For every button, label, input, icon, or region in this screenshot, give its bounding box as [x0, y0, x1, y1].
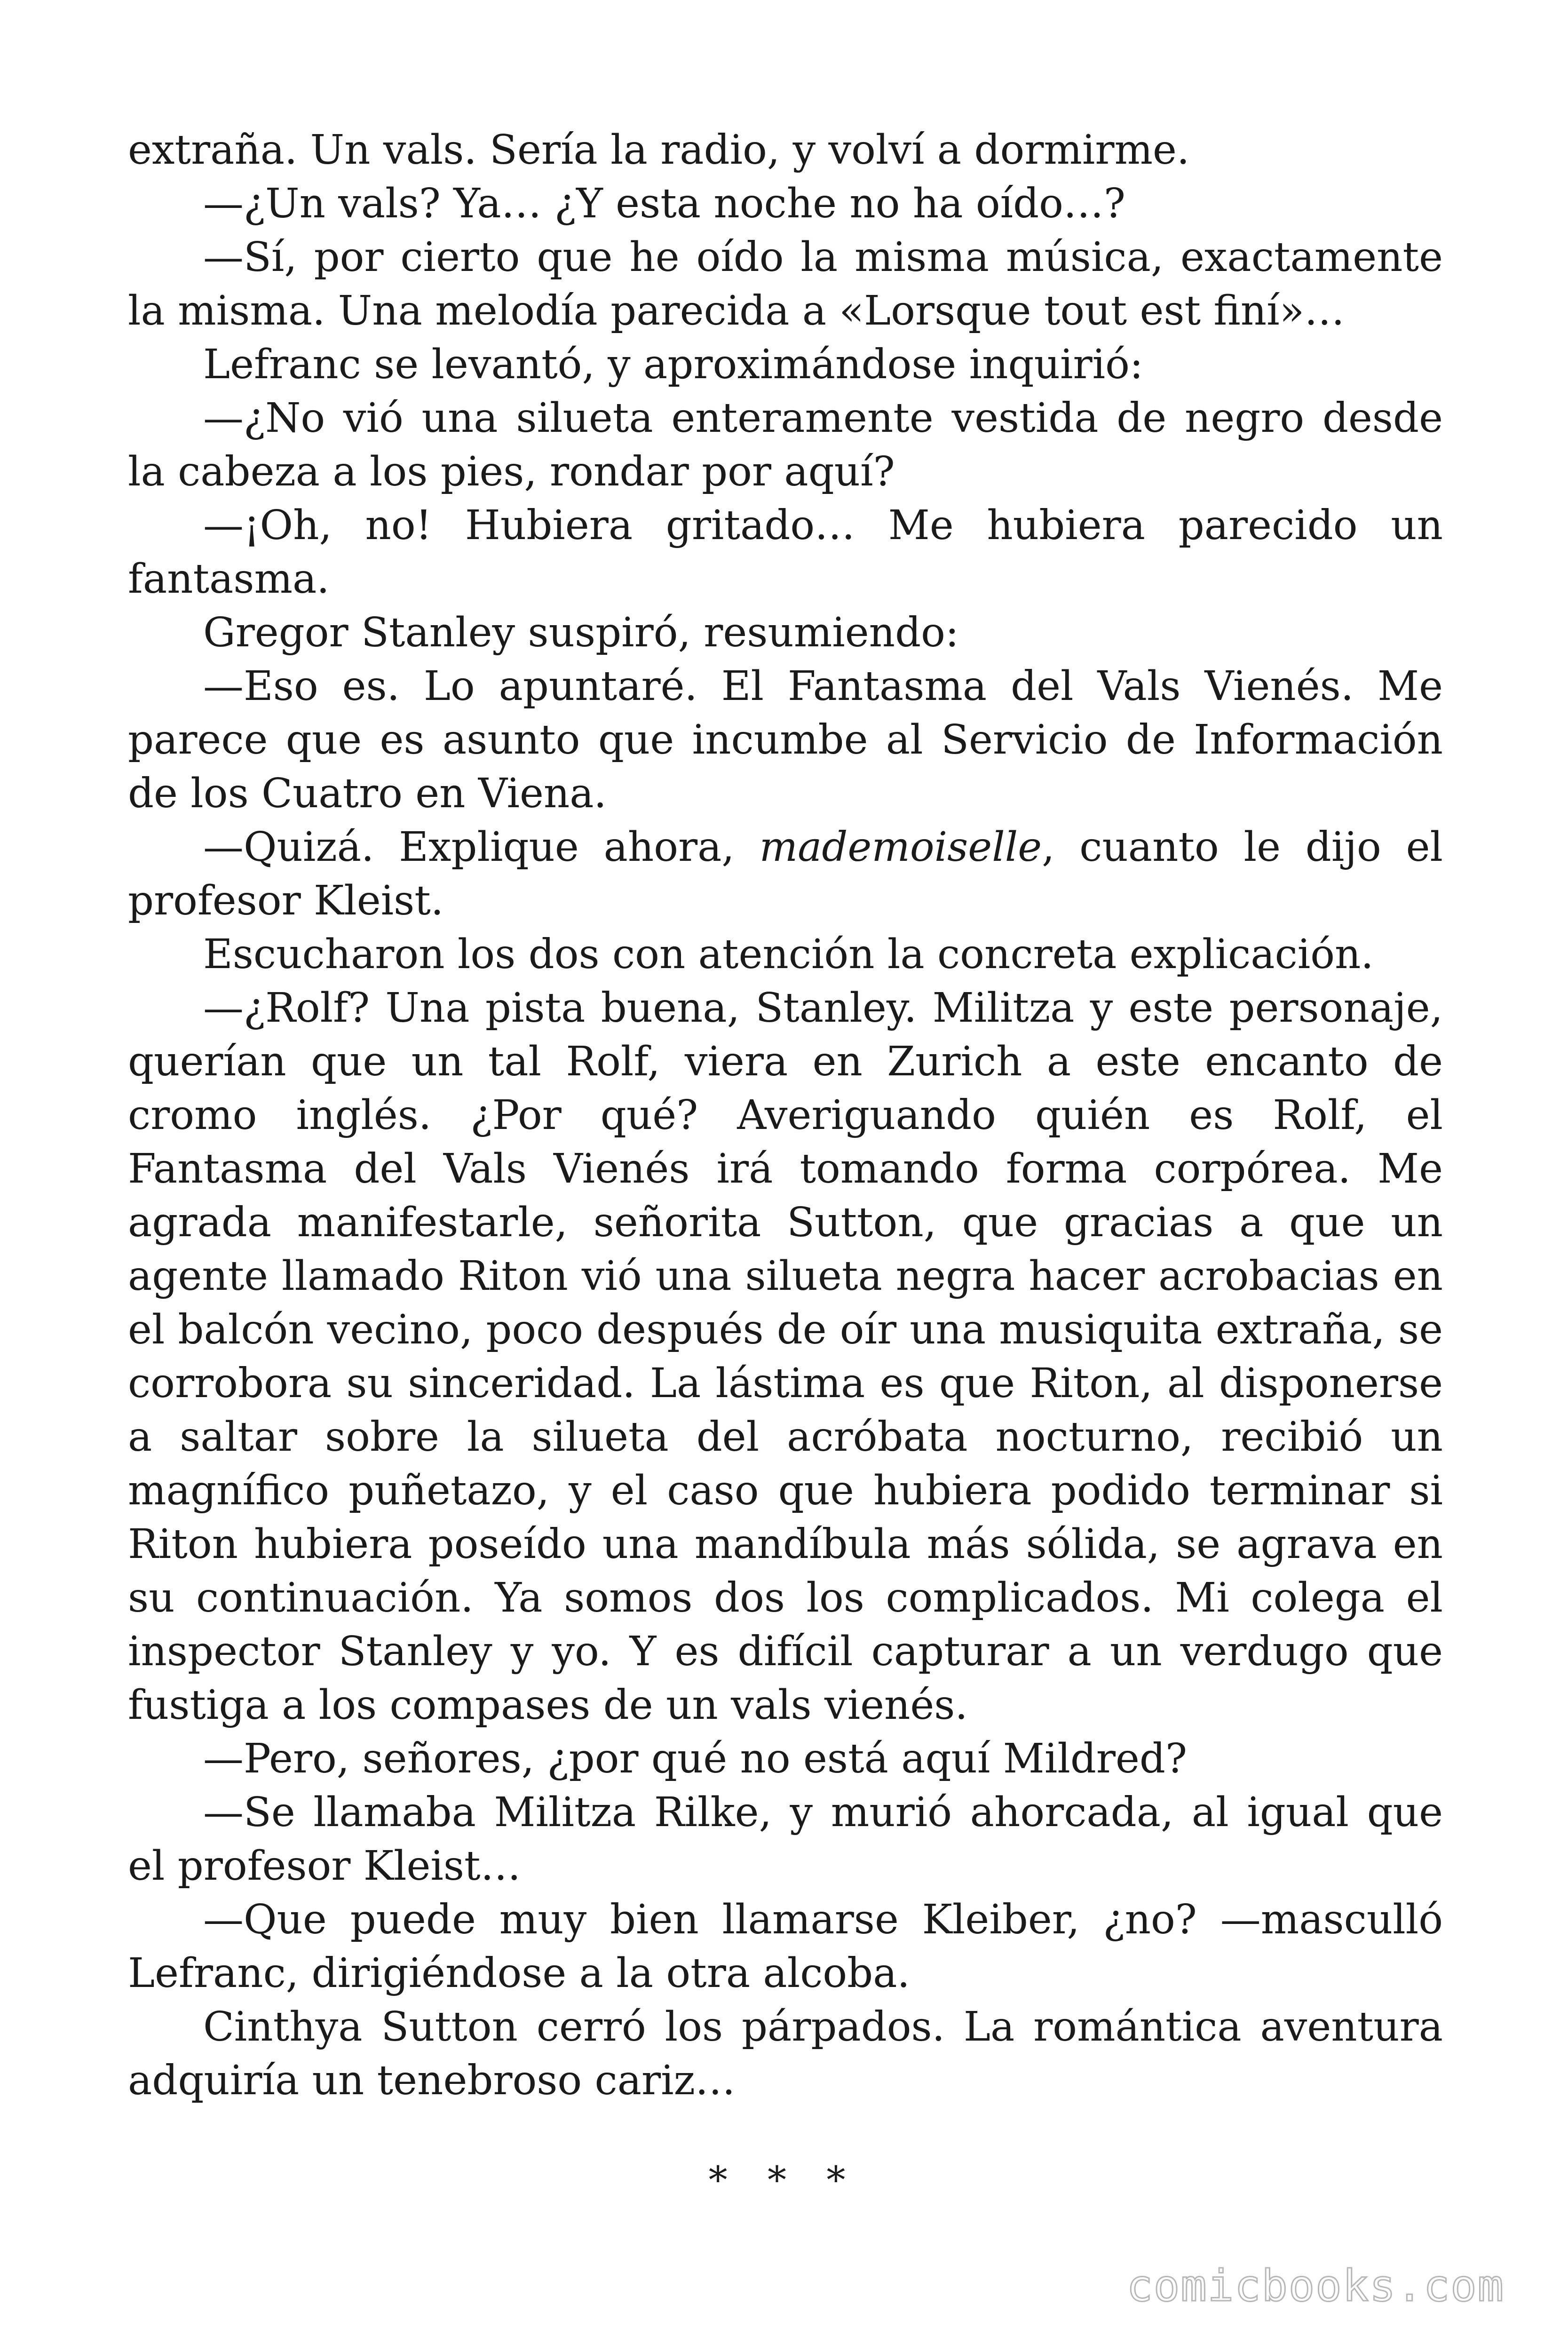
paragraph [128, 820, 1443, 928]
italic-text: mademoiselle [759, 824, 1042, 871]
paragraph [128, 2000, 1443, 2107]
paragraph [128, 123, 1443, 177]
paragraph [128, 499, 1443, 606]
paragraph-text: —Quizá. Explique ahora, [203, 824, 760, 871]
paragraph-text: —Que puede muy bien llamarse Kleiber, ¿no? —masculló Lefranc, dirigiéndose a la otra alcoba. [128, 1896, 1443, 1997]
paragraph [128, 606, 1443, 660]
paragraph-text: —¿No vió una silueta enteramente vestida de negro desde la cabeza a los pies, rondar por aquí? [128, 395, 1443, 495]
paragraph [128, 981, 1443, 1732]
paragraph [128, 338, 1443, 391]
section-separator: * * * [708, 2158, 860, 2202]
paragraph-text: —Pero, señores, ¿por qué no está aquí Mildred? [203, 1735, 1188, 1782]
paragraph [128, 1786, 1443, 1893]
watermark-logo: comicbooks.com [1126, 2261, 1505, 2311]
paragraph-text: —¡Oh, no! Hubiera gritado… Me hubiera parecido un fantasma. [128, 502, 1443, 603]
paragraph-text: extraña. Un vals. Sería la radio, y volví a dormirme. [128, 127, 1190, 174]
paragraph [128, 177, 1443, 230]
paragraph-text: , cuanto le dijo el profesor Kleist. [128, 824, 1443, 924]
paragraph [128, 391, 1443, 499]
paragraph-text: —¿Rolf? Una pista buena, Stanley. Militza y este personaje, querían que un tal Rolf, viera en Zurich a este encanto de cromo inglés. ¿Por qué? Averiguando quién es Rolf, el Fantasma del Vals Vienés irá tomando forma corpórea. Me agrada manifestarle, señorita Sutton, que gracias a que un agente llamado Riton vió una silueta negra hacer acrobacias en el balcón vecino, poco después de oír una musiquita extraña, se corrobora su sinceridad. La lástima es que Riton, al disponerse a saltar sobre la silueta del acróbata nocturno, recibió un magnífico puñetazo, y el caso que hubiera podido terminar si Riton hubiera poseído una mandíbula más sólida, se agrava en su continuación. Ya somos dos los complicados. Mi colega el inspector Stanley y yo. Y es difícil capturar a un verdugo que fustiga a los compases de un vals vienés. [128, 985, 1443, 1729]
paragraph [128, 230, 1443, 338]
paragraph [128, 928, 1443, 981]
paragraph-text: Lefranc se levantó, y aproximándose inquirió: [203, 341, 1143, 388]
paragraph-text: —Eso es. Lo apuntaré. El Fantasma del Vals Vienés. Me parece que es asunto que incumbe al Servicio de Información de los Cuatro en Viena. [128, 663, 1443, 817]
body-text [128, 123, 1443, 2107]
paragraph-text: —Sí, por cierto que he oído la misma música, exactamente la misma. Una melodía parecida a «Lorsque tout est finí»… [128, 234, 1443, 334]
paragraph-text: Escucharon los dos con atención la concreta explicación. [203, 931, 1374, 978]
paragraph [128, 1893, 1443, 2000]
paragraph [128, 1732, 1443, 1786]
paragraph-text: Cinthya Sutton cerró los párpados. La romántica aventura adquiría un tenebroso cariz… [128, 2003, 1443, 2104]
paragraph [128, 660, 1443, 820]
paragraph-text: —Se llamaba Militza Rilke, y murió ahorcada, al igual que el profesor Kleist… [128, 1789, 1443, 1890]
paragraph-text: Gregor Stanley suspiró, resumiendo: [203, 609, 959, 656]
paragraph-text: —¿Un vals? Ya… ¿Y esta noche no ha oído…? [203, 180, 1126, 227]
